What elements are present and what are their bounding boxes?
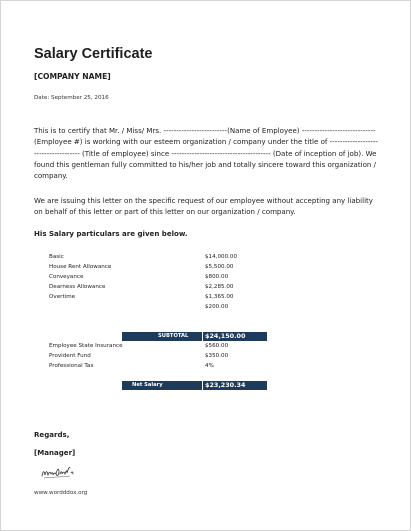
deduction-label: Professional Tax [49, 363, 94, 369]
subtotal-divider [202, 332, 203, 341]
deduction-label: Employee State Insurance [49, 343, 123, 349]
earning-label: Conveyance [49, 274, 84, 280]
disclaimer-paragraph: We are issuing this letter on the specific request of our employee without accepting any liability on behalf of this letter or part of this letter on our organization / company. [34, 196, 373, 217]
deduction-value: $350.00 [205, 353, 229, 359]
regards-text: Regards, [34, 430, 70, 439]
earning-value: $2,285.00 [205, 284, 234, 290]
subtotal-bar [122, 332, 267, 341]
earning-label: Basic [49, 254, 64, 260]
deduction-value: $560.00 [205, 343, 229, 349]
net-salary-divider [202, 381, 203, 390]
net-salary-label: Net Salary [132, 382, 163, 388]
salary-heading: His Salary particulars are given below. [34, 229, 188, 238]
subtotal-value: $24,150.00 [205, 332, 246, 340]
earning-value: $1,365.00 [205, 294, 234, 300]
document-title: Salary Certificate [34, 46, 153, 62]
earning-label: Dearness Allowance [49, 284, 106, 290]
earning-value: $5,500.00 [205, 264, 234, 270]
net-salary-value: $23,230.34 [205, 381, 246, 389]
certification-paragraph: This is to certify that Mr. / Miss/ Mrs. -------------------------(Name of Employee) ----------------------------- (Employee #) is working with our esteem organization / company under the title of ------------------------------------- (Title of employee) since --------------------------------------- (Date of inception of job). We found this gentleman fully committed to his/her job and totally sincere toward this organization / company. [34, 126, 378, 181]
signature-image [40, 463, 80, 481]
website-footer: www.wordddox.org [34, 490, 88, 496]
deduction-label: Provident Fund [49, 353, 91, 359]
deduction-value: 4% [205, 363, 214, 369]
earning-value: $14,000.00 [205, 254, 238, 260]
net-salary-bar [122, 381, 267, 390]
earning-value: $800.00 [205, 274, 229, 280]
document-date: Date: September 25, 2016 [34, 95, 109, 101]
earning-label: House Rent Allowance [49, 264, 112, 270]
earning-label: Overtime [49, 294, 76, 300]
manager-name: [Manager] [34, 448, 76, 457]
earning-value: $200.00 [205, 304, 229, 310]
company-name: [COMPANY NAME] [34, 72, 111, 81]
subtotal-label: SUBTOTAL [158, 333, 189, 339]
